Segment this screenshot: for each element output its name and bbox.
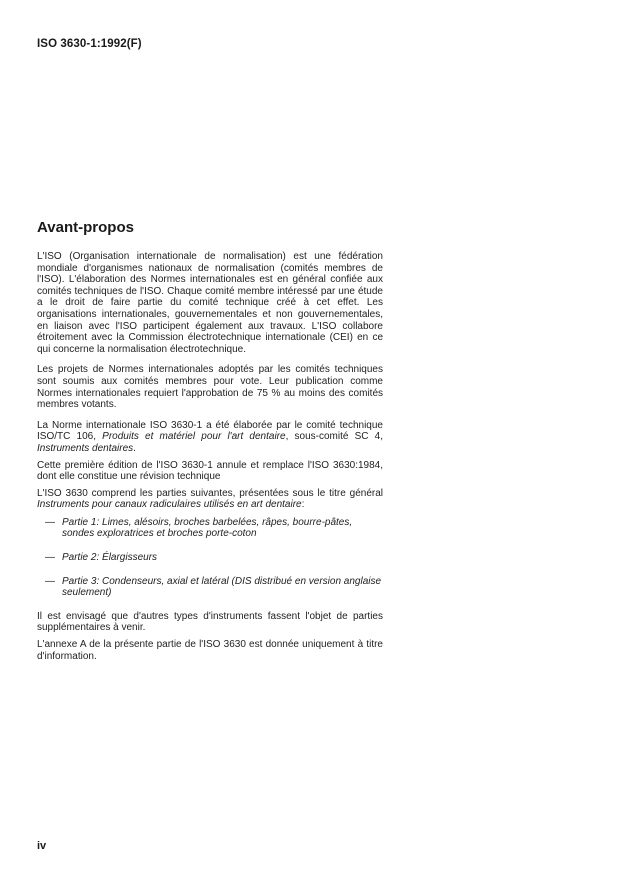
paragraph-parts-intro: L'ISO 3630 comprend les parties suivantes, présentées sous le titre général Instruments pour canaux radiculaires utilisés en art dentaire: — [37, 487, 383, 511]
subcommittee-title: Instruments dentaires — [37, 442, 134, 454]
dash-bullet: — — [45, 575, 55, 587]
foreword-body — [37, 251, 383, 671]
paragraph-prepared-by: La Norme internationale ISO 3630-1 a été élaborée par le comité technique ISO/TC 106, Produits et matériel pour l'art dentaire, sous-comité SC 4, Instruments dentaires. — [37, 419, 383, 454]
part-text: Partie 3: Condenseurs, axial et latéral (DIS distribué en version anglaise seulement) — [62, 575, 382, 599]
list-item — [37, 517, 383, 540]
paragraph-iso-intro: L'ISO (Organisation internationale de normalisation) est une fédération mondiale d'organismes nationaux de normalisation (comités membres de l'ISO). L'élaboration des Normes internationales est en général confiée aux comités techniques de l'ISO. Chaque comité membre intéressé par une étude a le droit de faire partie du comité technique créé à cet effet. Les organisations internationales, gouvernementales et non gouvernementales, en liaison avec l'ISO participent également aux travaux. L'ISO collabore étroitement avec la Commission électrotechnique internationale (CEI) en ce qui concerne la normalisation électrotechnique. — [37, 251, 383, 355]
document-identifier: ISO 3630-1:1992(F) — [37, 38, 142, 50]
paragraph-future-parts: Il est envisagé que d'autres types d'instruments fassent l'objet de parties supplémentaires à venir. — [37, 610, 383, 634]
page-number: iv — [37, 840, 47, 852]
paragraph-draft-standards: Les projets de Normes internationales adoptés par les comités techniques sont soumis aux comités membres pour vote. Leur publication comme Normes internationales requiert l'approbation de 75 % au moins des comités membres votants. — [37, 364, 383, 411]
parts-list — [37, 517, 383, 599]
paragraph-edition: Cette première édition de l'ISO 3630-1 annule et remplace l'ISO 3630:1984, dont elle constitue une révision technique — [37, 459, 383, 483]
committee-title: Produits et matériel pour l'art dentaire — [102, 431, 286, 443]
part-text: Partie 2: Élargisseurs — [62, 552, 158, 564]
dash-bullet: — — [45, 552, 55, 564]
list-item — [37, 552, 383, 564]
paragraph-annex: L'annexe A de la présente partie de l'ISO 3630 est donnée uniquement à titre d'information. — [37, 639, 383, 662]
list-item — [37, 576, 383, 599]
part-text: Partie 1: Limes, alésoirs, broches barbelées, râpes, bourre-pâtes, sondes exploratrices et broches porte-coton — [62, 516, 353, 540]
dash-bullet: — — [45, 516, 55, 528]
foreword-heading: Avant-propos — [37, 219, 134, 236]
general-title: Instruments pour canaux radiculaires utilisés en art dentaire — [37, 499, 302, 511]
